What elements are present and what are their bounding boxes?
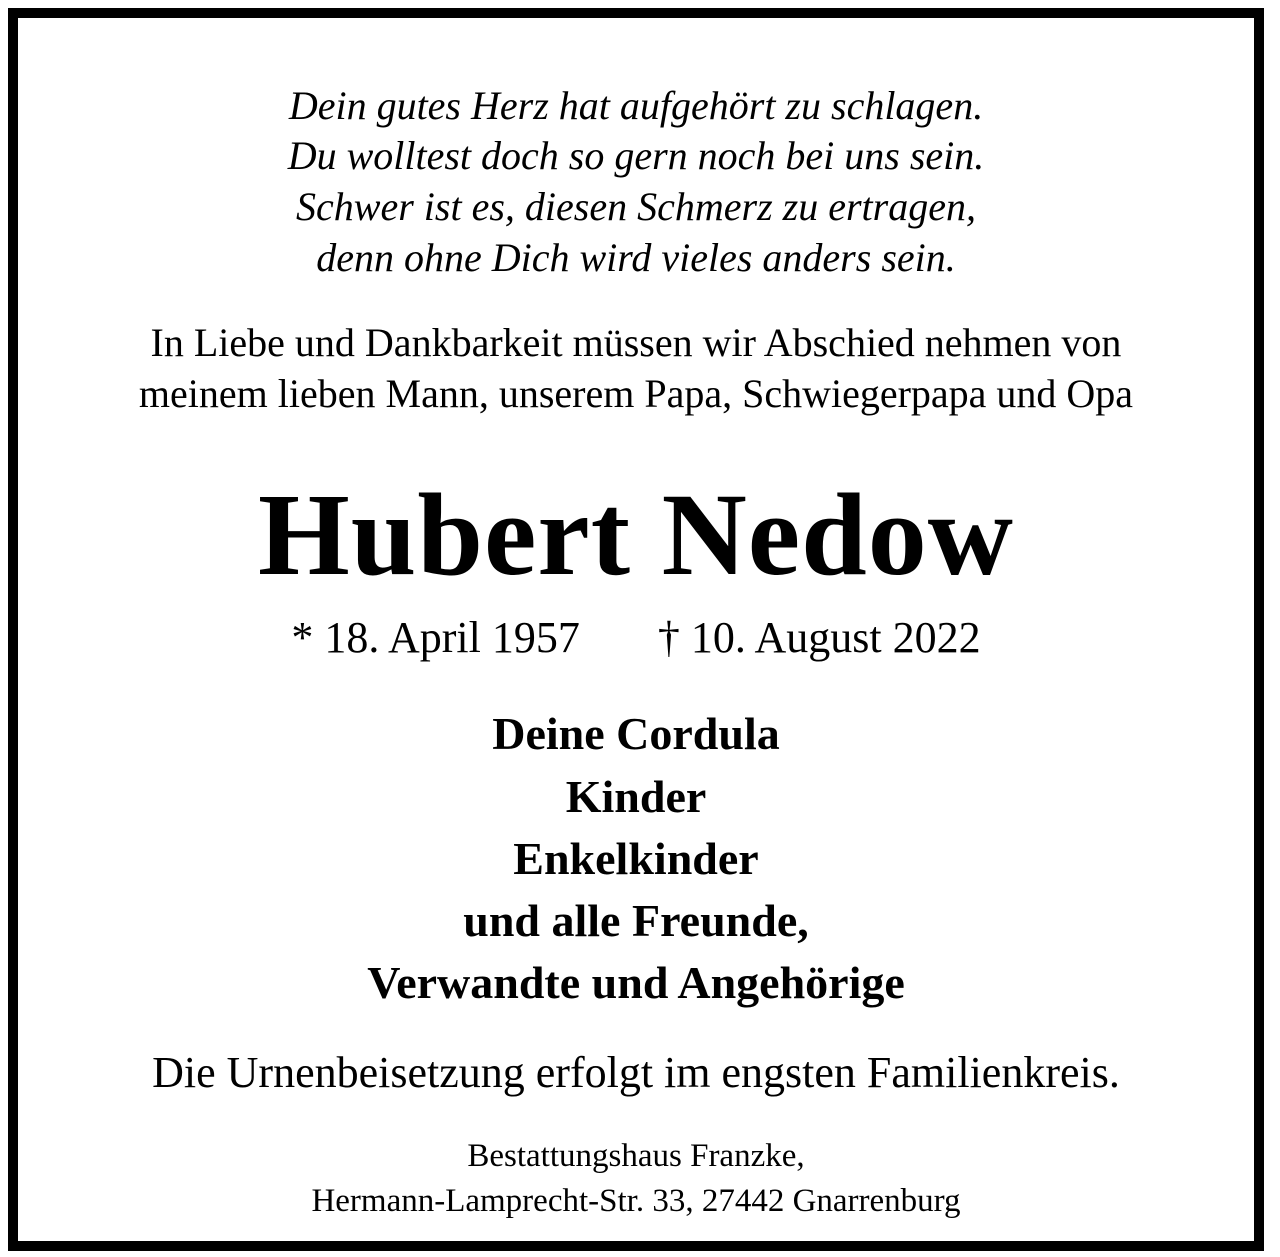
burial-note: Die Urnenbeisetzung erfolgt im engsten Familienkreis.: [152, 1048, 1120, 1097]
verse-line-3: Schwer ist es, diesen Schmerz zu ertragen,: [296, 184, 976, 229]
mourner-line-4: und alle Freunde,: [463, 895, 809, 946]
verse-line-1: Dein gutes Herz hat aufgehört zu schlagen.: [288, 83, 984, 128]
intro-line-1: In Liebe und Dankbarkeit müssen wir Abschied nehmen von: [150, 320, 1122, 365]
intro-line-2: meinem lieben Mann, unserem Papa, Schwiegerpapa und Opa: [138, 371, 1134, 416]
life-dates: [18, 613, 1254, 662]
birth-date: * 18. April 1957: [291, 613, 580, 662]
deceased-name: Hubert Nedow: [257, 469, 1014, 600]
mourner-line-2: Kinder: [565, 771, 707, 822]
mourner-line-1: Deine Cordula: [492, 708, 780, 759]
verse-line-4: denn ohne Dich wird vieles anders sein.: [316, 235, 956, 280]
verse-line-2: Du wolltest doch so gern noch bei uns sein.: [287, 133, 985, 178]
funeral-home-name: Bestattungshaus Franzke,: [467, 1138, 805, 1174]
funeral-home-address: Hermann-Lamprecht-Str. 33, 27442 Gnarrenburg: [311, 1183, 961, 1219]
mourner-line-5: Verwandte und Angehörige: [367, 957, 905, 1008]
death-date: † 10. August 2022: [657, 613, 981, 662]
obituary-notice: [8, 8, 1264, 1251]
mourner-line-3: Enkelkinder: [513, 833, 759, 884]
